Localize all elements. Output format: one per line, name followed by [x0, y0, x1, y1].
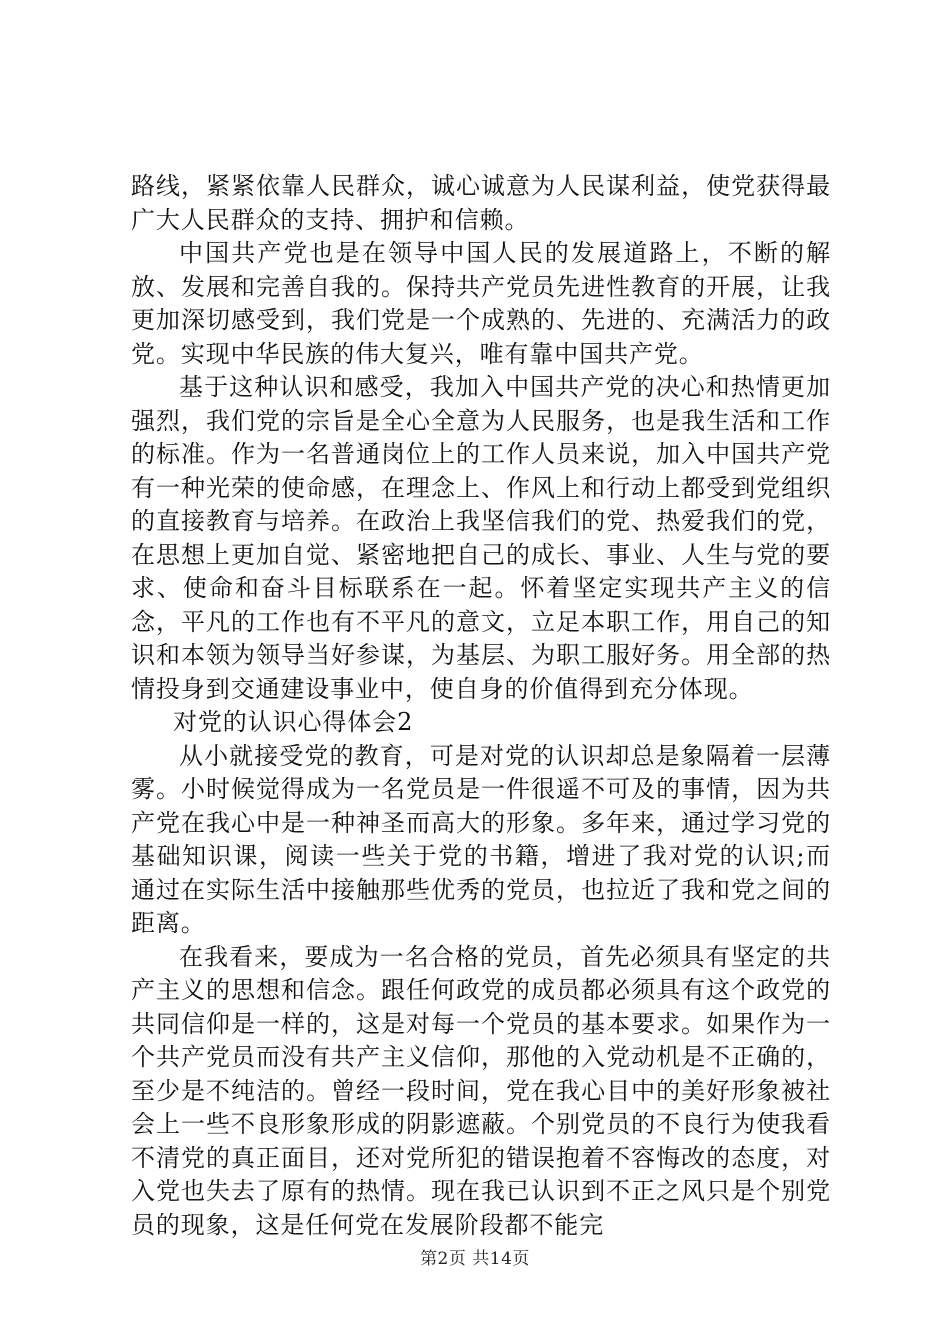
paragraph: 在我看来，要成为一名合格的党员，首先必须具有坚定的共产主义的思想和信念。跟任何政党的成员都必须具有这个政党的共同信仰是一样的，这是对每一个党员的基本要求。如果作为一个共产党员而没有共产主义信仰，那他的入党动机是不正确的，至少是不纯洁的。曾经一段时间，党在我心目中的美好形象被社会上一些不良形象形成的阴影遮蔽。个别党员的不良行为使我看不清党的真正面目，还对党所犯的错误抱着不容悔改的态度，对入党也失去了原有的热情。现在我已认识到不正之风只是个别党员的现象，这是任何党在发展阶段都不能完 — [131, 942, 831, 1239]
paragraph: 从小就接受党的教育，可是对党的认识却总是象隔着一层薄雾。小时候觉得成为一名党员是一件很遥不可及的事情，因为共产党在我心中是一种神圣而高大的形象。多年来，通过学习党的基础知识课，阅读一些关于党的书籍，增进了我对党的认识;而通过在实际生活中接触那些优秀的党员，也拉近了我和党之间的距离。 — [131, 741, 831, 937]
paragraph: 基于这种认识和感受，我加入中国共产党的决心和热情更加强烈，我们党的宗旨是全心全意为人民服务，也是我生活和工作的标准。作为一名普通岗位上的工作人员来说，加入中国共产党有一种光荣的使命感，在理念上、作风上和行动上都受到党组织的直接教育与培养。在政治上我坚信我们的党、热爱我们的党，在思想上更加自觉、紧密地把自己的成长、事业、人生与党的要求、使命和奋斗目标联系在一起。怀着坚定实现共产主义的信念，平凡的工作也有不平凡的意文，立足本职工作，用自己的知识和本领为领导当好参谋，为基层、为职工服好务。用全部的热情投身到交通建设事业中，使自身的价值得到充分体现。 — [131, 373, 831, 703]
paragraph: 中国共产党也是在领导中国人民的发展道路上，不断的解放、发展和完善自我的。保持共产党员先进性教育的开展，让我更加深切感受到，我们党是一个成熟的、先进的、充满活力的政党。实现中华民族的伟大复兴，唯有靠中国共产党。 — [131, 239, 831, 368]
page-footer: 第2页 共14页 — [420, 1249, 530, 1269]
document-body — [131, 170, 831, 1242]
paragraph-continued: 路线，紧紧依靠人民群众，诚心诚意为人民谋利益，使党获得最广大人民群众的支持、拥护和信赖。 — [131, 172, 831, 234]
section-heading: 对党的认识心得体会2 — [173, 708, 414, 736]
